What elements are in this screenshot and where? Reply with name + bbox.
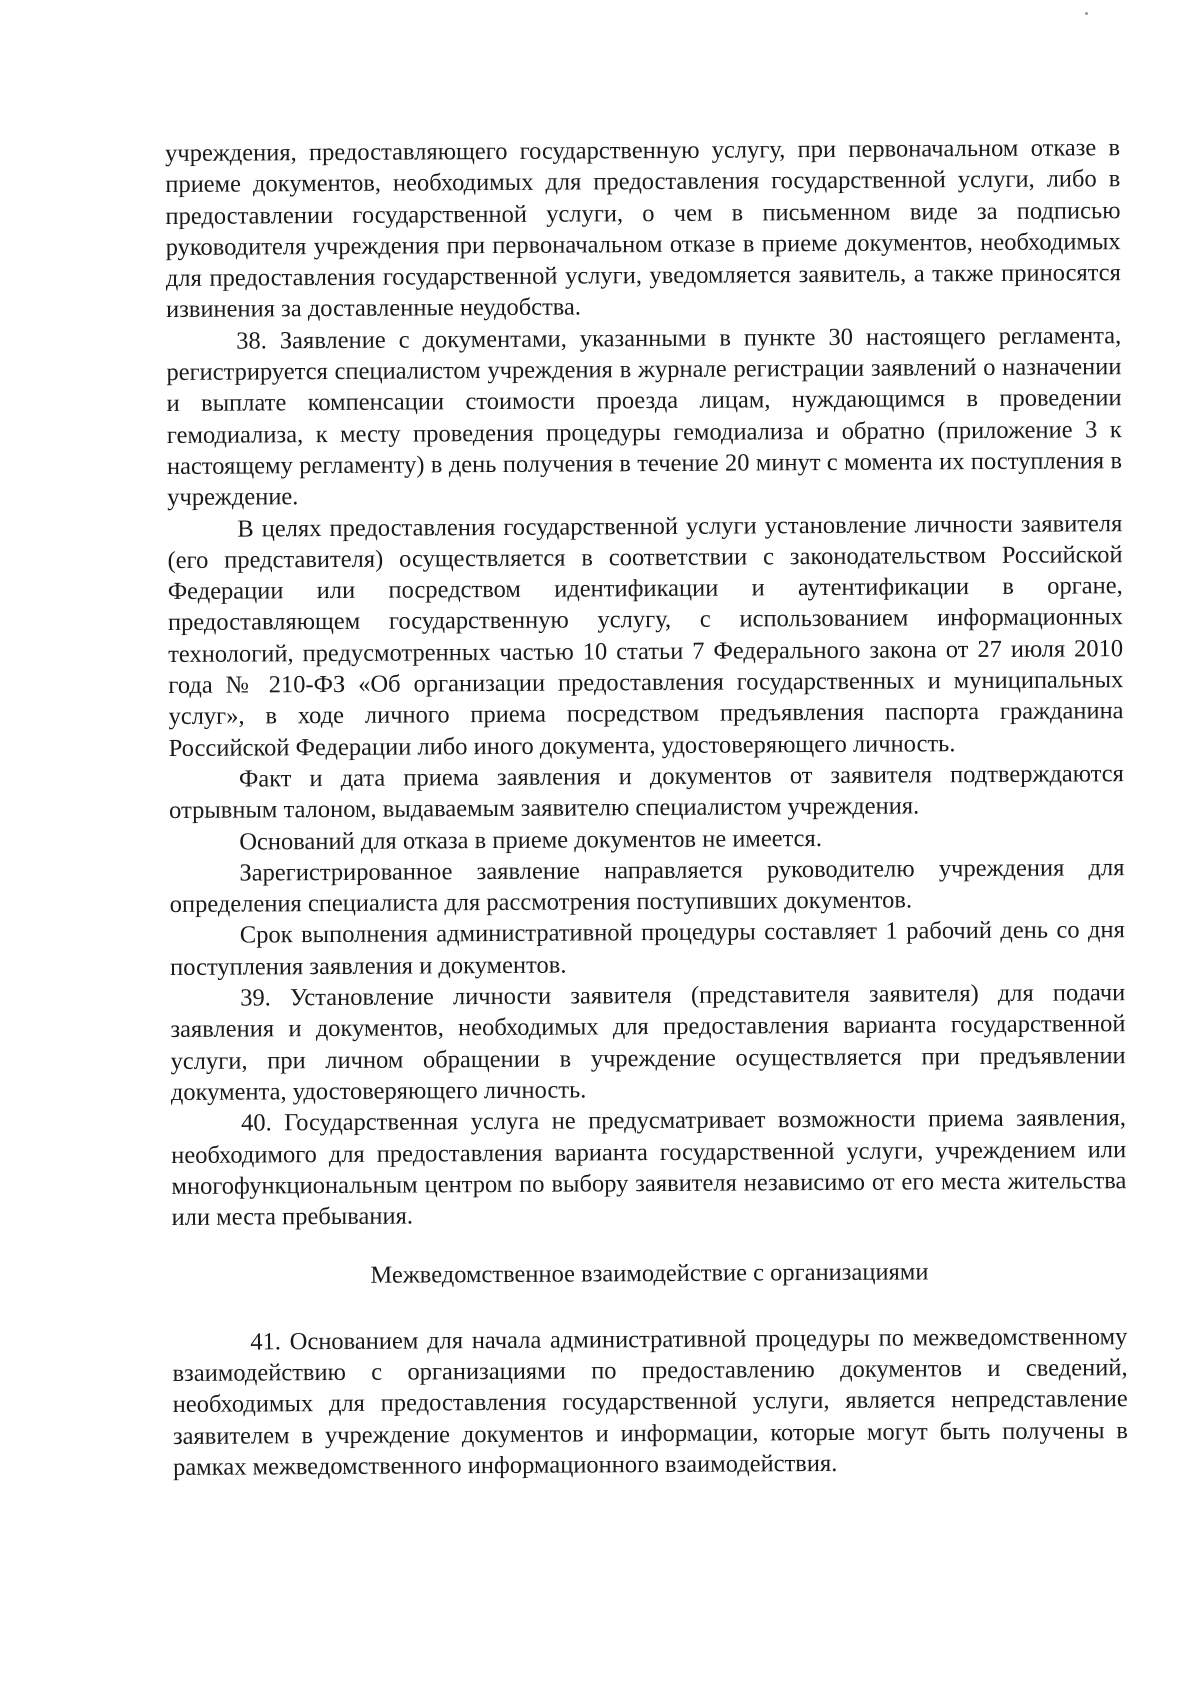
- paragraph-registered: Зарегистрированное заявление направляется руководителю учреждения для определения специалиста для рассмотрения поступивших документов.: [169, 853, 1125, 919]
- paragraph-identity: В целях предоставления государственной услуги установление личности заявителя (его представителя) осуществляется в соответствии с законодательством Российской Федерации или посредством идентификации и аутентификации в органе, предоставляющем государственную услугу, с использованием информационных технологий, предусмотренных частью 10 статьи 7 Федерального закона от 27 июля 2010 года № 210-ФЗ «Об организации предоставления государственных и муниципальных услуг», в ходе личного приема посредством предъявления паспорта гражданина Российской Федерации либо иного документа, удостоверяющего личность.: [167, 509, 1124, 762]
- paragraph-39: 39. Установление личности заявителя (представителя заявителя) для подачи заявления и документов, необходимых для предоставления варианта государственной услуги, при личном обращении в учреждение осуществляется при предъявлении документа, удостоверяющего личность.: [170, 979, 1126, 1106]
- scan-speck: [1085, 12, 1088, 15]
- section-heading: Межведомственное взаимодействие с организациями: [370, 1258, 929, 1290]
- paragraph-deadline: Срок выполнения административной процедуры составляет 1 рабочий день со дня поступления заявления и документов.: [169, 916, 1125, 981]
- paragraph-receipt: Факт и дата приема заявления и документов от заявителя подтверждаются отрывным талоном, выдаваемым заявителю специалистом учреждения.: [169, 760, 1124, 825]
- paragraph-41: 41. Основанием для начала административной процедуры по межведомственному взаимодействию с организациями по предоставлению документов и сведений, необходимых для предоставления государственной услуги, является непредставление заявителем в учреждение документов и информации, которые могут быть получены в рамках межведомственного информационного взаимодействия.: [172, 1322, 1128, 1481]
- paragraph-40: 40. Государственная услуга не предусматривает возможности приема заявления, необходимого для предоставления варианта государственной услуги, учреждением или многофункциональным центром по выбору заявителя независимо от его места жительства или места пребывания.: [171, 1104, 1127, 1232]
- paragraph-no-refusal: Оснований для отказа в приеме документов не имеется.: [239, 824, 822, 856]
- paragraph-continuation: учреждения, предоставляющего государственную услугу, при первоначальном отказе в приеме документов, необходимых для предоставления государственной услуги, либо в предоставлении государственной услуги, о чем в письменном виде за подписью руководителя учреждения при первоначальном отказе в приеме документов, необходимых для предоставления государственной услуги, уведомляется заявитель, а также приносятся извинения за доставленные неудобства.: [165, 134, 1121, 324]
- paragraph-38: 38. Заявление с документами, указанными в пункте 30 настоящего регламента, регистрируется специалистом учреждения в журнале регистрации заявлений о назначении и выплате компенсации стоимости проезда лицам, нуждающимся в проведении гемодиализа, к месту проведения процедуры гемодиализа и обратно (приложение 3 к настоящему регламенту) в день получения в течение 20 минут с момента их поступления в учреждение.: [166, 321, 1123, 512]
- document-body: [165, 132, 1128, 1483]
